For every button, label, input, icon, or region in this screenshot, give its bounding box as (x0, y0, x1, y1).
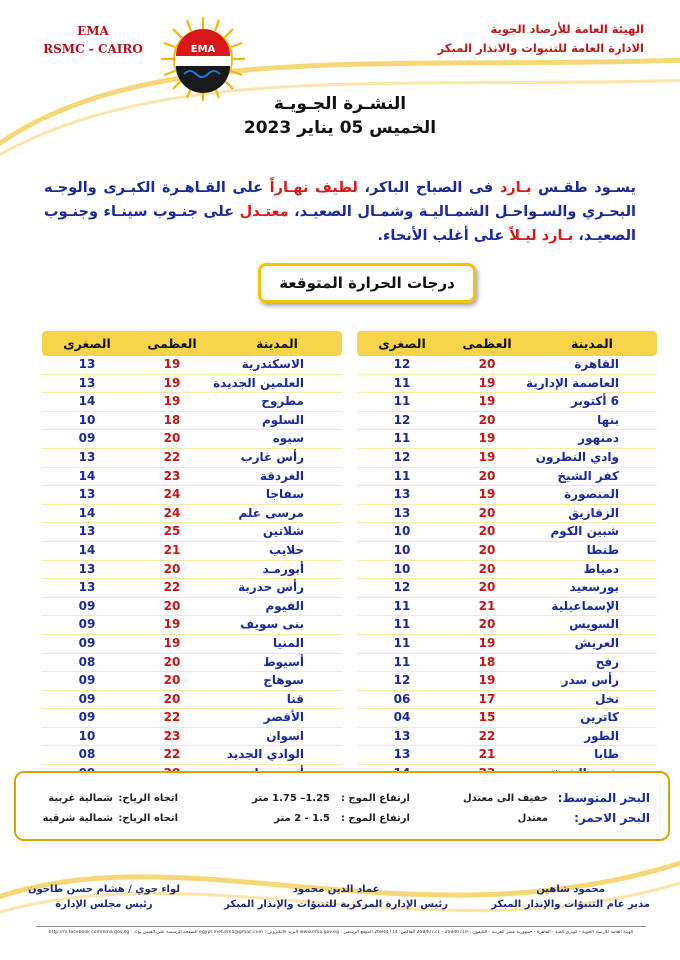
max-temp-cell: 20 (478, 505, 496, 520)
table-row (357, 375, 657, 394)
max-temp-cell: 20 (163, 598, 181, 613)
signature-central-director (224, 882, 448, 912)
table-row (357, 746, 657, 765)
city-cell: رفح (595, 654, 619, 669)
city-cell: الوادي الجديد (226, 747, 304, 762)
bulletin-title: النشـرة الجـويـة (273, 94, 407, 114)
city-cell: الزقازيق (568, 505, 619, 520)
table-row (357, 356, 657, 375)
table-row (357, 486, 657, 505)
min-temp-cell: 13 (393, 505, 411, 520)
max-temp-cell: 24 (163, 487, 181, 502)
max-temp-cell: 22 (163, 580, 181, 595)
city-cell: حلايب (269, 542, 304, 557)
max-temp-cell: 20 (478, 561, 496, 576)
table-row (357, 505, 657, 524)
table-row (357, 393, 657, 412)
city-cell: شلاتين (262, 524, 304, 539)
max-temp-cell: 25 (163, 524, 181, 539)
sea-row-mediterranean (16, 791, 668, 813)
min-temp-cell: 13 (78, 357, 96, 371)
min-temp-cell: 13 (78, 449, 96, 464)
min-temp-cell: 11 (393, 394, 411, 409)
city-cell: المنيا (273, 635, 304, 650)
city-cell: بنها (597, 412, 619, 427)
table-row (357, 523, 657, 542)
city-cell: العريش (574, 635, 619, 650)
city-cell: الأقصر (263, 710, 304, 725)
max-temp-cell: 17 (478, 691, 496, 706)
min-temp-cell: 11 (393, 654, 411, 669)
signature-chairman (28, 882, 180, 912)
max-temp-cell: 19 (478, 449, 496, 464)
city-cell: قنا (286, 691, 304, 706)
min-temp-cell: 13 (393, 487, 411, 502)
city-cell: كاترين (580, 710, 619, 725)
min-temp-cell: 12 (393, 412, 411, 427)
min-temp-cell: 06 (393, 691, 411, 706)
min-temp-cell: 13 (78, 487, 96, 502)
table-row (357, 635, 657, 654)
min-temp-cell: 10 (78, 728, 96, 743)
city-cell: أسيوط (263, 654, 304, 669)
table-row (42, 449, 342, 468)
table-row (42, 598, 342, 617)
min-temp-cell: 13 (78, 580, 96, 595)
max-temp-cell: 18 (478, 654, 496, 669)
max-temp-cell: 21 (163, 542, 181, 557)
table-row (357, 654, 657, 673)
max-temp-cell: 18 (163, 412, 181, 427)
city-cell: السويس (569, 617, 619, 632)
city-cell: الغردقة (259, 468, 304, 483)
city-cell: مرسى علم (238, 505, 304, 520)
red-wind-label: اتجاه الرياح: (118, 813, 178, 824)
forecast-part: فى الصباح الباكر، (357, 180, 500, 196)
min-temp-cell: 09 (78, 617, 96, 632)
max-temp-cell: 20 (478, 412, 496, 427)
header-city: المدينة (256, 336, 298, 351)
city-cell: العلمين الجديدة (213, 375, 304, 390)
city-cell: أبورمـد (262, 561, 304, 576)
table-row (357, 709, 657, 728)
min-temp-cell: 09 (78, 691, 96, 706)
city-cell: اسوان (266, 728, 304, 743)
city-cell: بورسعيد (569, 580, 619, 595)
min-temp-cell: 13 (78, 375, 96, 390)
max-temp-cell: 20 (478, 357, 496, 371)
table-row (357, 598, 657, 617)
red-wind-value: شمالية شرقية (42, 813, 113, 824)
table-row (357, 430, 657, 449)
max-temp-cell: 24 (163, 505, 181, 520)
table-row (42, 635, 342, 654)
table-row (357, 449, 657, 468)
table-body (357, 356, 657, 784)
min-temp-cell: 13 (393, 728, 411, 743)
min-temp-cell: 11 (393, 617, 411, 632)
min-temp-cell: 13 (393, 747, 411, 762)
med-wind-label: اتجاه الرياح: (118, 793, 178, 804)
city-cell: دمنهور (578, 431, 619, 446)
city-cell: كفر الشيخ (557, 468, 619, 483)
min-temp-cell: 14 (78, 542, 96, 557)
max-temp-cell: 19 (478, 431, 496, 446)
table-row (42, 616, 342, 635)
max-temp-cell: 20 (478, 542, 496, 557)
temperature-table-left (42, 331, 342, 784)
city-cell: الاسكندرية (241, 357, 304, 371)
forecast-part: على أغلب الأنحاء. (377, 228, 510, 244)
org-name: الهيئة العامة للأرصاد الجوية (490, 22, 644, 36)
header-city: المدينة (571, 336, 613, 351)
signature-title: رئيس مجلس الإدارة (55, 899, 153, 910)
max-temp-cell: 22 (163, 747, 181, 762)
max-temp-cell: 19 (478, 635, 496, 650)
table-row (42, 691, 342, 710)
forecast-highlight-cold-night: بـارد ليـلاً (509, 228, 574, 244)
min-temp-cell: 04 (393, 710, 411, 725)
min-temp-cell: 12 (393, 580, 411, 595)
red-sea-state: معتدل (517, 813, 548, 824)
signature-title: مدير عام التنبؤات والإنذار المبكر (491, 899, 650, 910)
signature-name: عماد الدين محمود (292, 884, 380, 895)
min-temp-cell: 11 (393, 598, 411, 613)
min-temp-cell: 14 (78, 468, 96, 483)
city-cell: طابا (594, 747, 619, 762)
min-temp-cell: 09 (78, 431, 96, 446)
logo-text: EMA (190, 44, 216, 55)
footer-contact: الهيئة العامة للأرصاد الجوية - كوبري القبة - القاهرة - جمهورية مصر العربية - التليفون : 26846719 - 26840721 الفاكس: 26844714 الموقع الرسمي : www.ema.gov.eg البريد الالكتروني : egypt.met.ema@gmail.com الصفحة الرسمية على الفيس بوك : http://m.facebook.com/ema.gov.eg (48, 930, 634, 935)
ema-logo (158, 14, 248, 104)
min-temp-cell: 09 (78, 710, 96, 725)
med-sea-state: خفيف الى معتدل (462, 793, 548, 804)
med-sea-label: البحر المتوسط: (557, 791, 650, 805)
rsmc-title: RSMC - CAIRO (43, 42, 143, 56)
table-row (42, 654, 342, 673)
max-temp-cell: 20 (163, 561, 181, 576)
table-row (42, 430, 342, 449)
max-temp-cell: 23 (163, 468, 181, 483)
table-row (42, 709, 342, 728)
table-header (42, 331, 342, 356)
sea-conditions-box (14, 771, 670, 841)
city-cell: دمياط (583, 561, 619, 576)
city-cell: سوهاج (263, 673, 304, 688)
max-temp-cell: 23 (163, 728, 181, 743)
city-cell: الإسماعيلية (551, 598, 619, 613)
signature-forecast-director (491, 882, 650, 912)
header-max: العظمى (147, 336, 197, 351)
max-temp-cell: 15 (478, 710, 496, 725)
city-cell: رأس غارب (240, 449, 304, 464)
city-cell: نخل (595, 691, 619, 706)
min-temp-cell: 12 (393, 449, 411, 464)
forecast-highlight-mild: لطيف نهـاراً (269, 180, 358, 196)
table-row (42, 561, 342, 580)
signatures (0, 882, 680, 922)
forecast-text (44, 176, 636, 248)
header-max: العظمى (462, 336, 512, 351)
min-temp-cell: 11 (393, 375, 411, 390)
table-body (42, 356, 342, 784)
table-row (42, 746, 342, 765)
med-wind-value: شمالية غربية (48, 793, 113, 804)
city-cell: الطور (584, 728, 619, 743)
max-temp-cell: 19 (478, 394, 496, 409)
med-wave-label: ارتفاع الموج : (340, 793, 410, 804)
table-row (42, 393, 342, 412)
red-wave-label: ارتفاع الموج : (340, 813, 410, 824)
signature-name: لواء جوي / هشام حسن طاحون (27, 884, 180, 895)
temperatures-title: درجات الحرارة المتوقعة (258, 263, 476, 303)
max-temp-cell: 19 (163, 617, 181, 632)
min-temp-cell: 10 (393, 561, 411, 576)
table-row (357, 561, 657, 580)
forecast-part: على جنـوب سينـاء وجنـوب الصعيـد، (44, 204, 636, 244)
table-header (357, 331, 657, 356)
min-temp-cell: 11 (393, 431, 411, 446)
city-cell: 6 أكتوبر (570, 394, 619, 409)
city-cell: المنصورة (564, 487, 619, 502)
table-row (42, 505, 342, 524)
organization-header (438, 20, 644, 58)
city-cell: سيوه (272, 431, 304, 446)
red-wave-value: 1.5 - 2 متر (274, 813, 330, 824)
max-temp-cell: 20 (478, 580, 496, 595)
table-row (42, 523, 342, 542)
table-row (357, 412, 657, 431)
header-min: الصغرى (378, 336, 426, 351)
min-temp-cell: 13 (78, 561, 96, 576)
max-temp-cell: 20 (478, 524, 496, 539)
city-cell: السلوم (261, 412, 304, 427)
table-row (42, 375, 342, 394)
forecast-part: يسـود طقـس (531, 180, 636, 196)
min-temp-cell: 10 (393, 524, 411, 539)
max-temp-cell: 19 (478, 487, 496, 502)
signature-title: رئيس الإدارة المركزية للتنبؤات والإنذار المبكر (224, 899, 448, 910)
org-department: الادارة العامة للتنبوات والانذار المبكر (437, 41, 644, 55)
table-row (42, 486, 342, 505)
table-row (357, 579, 657, 598)
table-row (42, 468, 342, 487)
city-cell: طنطا (586, 542, 619, 557)
city-cell: العاصمة الإدارية (525, 375, 619, 390)
city-cell: بنى سويف (240, 617, 304, 632)
max-temp-cell: 19 (163, 394, 181, 409)
sea-row-red-sea (16, 811, 668, 833)
med-wave-value: 1.25– 1.75 متر (252, 793, 330, 804)
max-temp-cell: 19 (163, 375, 181, 390)
table-row (42, 412, 342, 431)
min-temp-cell: 12 (393, 673, 411, 688)
min-temp-cell: 09 (78, 635, 96, 650)
max-temp-cell: 20 (163, 673, 181, 688)
min-temp-cell: 09 (78, 673, 96, 688)
min-temp-cell: 14 (78, 394, 96, 409)
table-row (357, 616, 657, 635)
table-row (357, 468, 657, 487)
min-temp-cell: 13 (78, 524, 96, 539)
header-min: الصغرى (63, 336, 111, 351)
temperature-table-right (357, 331, 657, 784)
forecast-highlight-cold: بـارد (499, 180, 532, 196)
max-temp-cell: 20 (478, 617, 496, 632)
table-row (42, 579, 342, 598)
min-temp-cell: 08 (78, 654, 96, 669)
table-row (42, 356, 342, 375)
ema-title: EMA (77, 24, 109, 38)
table-row (357, 672, 657, 691)
max-temp-cell: 21 (478, 598, 496, 613)
bulletin-date: الخميس 05 يناير 2023 (243, 118, 437, 138)
min-temp-cell: 11 (393, 635, 411, 650)
max-temp-cell: 19 (163, 635, 181, 650)
min-temp-cell: 12 (393, 357, 411, 371)
max-temp-cell: 19 (478, 375, 496, 390)
max-temp-cell: 20 (163, 431, 181, 446)
city-cell: مطروح (261, 394, 304, 409)
table-row (42, 672, 342, 691)
ema-header (28, 22, 158, 58)
red-sea-label: البحر الاحمر: (574, 811, 650, 825)
max-temp-cell: 22 (478, 728, 496, 743)
table-row (357, 542, 657, 561)
city-cell: شبين الكوم (550, 524, 619, 539)
table-row (42, 542, 342, 561)
city-cell: سفاجا (265, 487, 304, 502)
min-temp-cell: 10 (393, 542, 411, 557)
city-cell: رأس سدر (561, 673, 619, 688)
max-temp-cell: 19 (163, 357, 181, 371)
max-temp-cell: 20 (163, 654, 181, 669)
min-temp-cell: 10 (78, 412, 96, 427)
city-cell: الفيوم (265, 598, 304, 613)
max-temp-cell: 22 (163, 710, 181, 725)
max-temp-cell: 21 (478, 747, 496, 762)
min-temp-cell: 11 (393, 468, 411, 483)
max-temp-cell: 20 (478, 468, 496, 483)
max-temp-cell: 22 (163, 449, 181, 464)
table-row (357, 691, 657, 710)
forecast-part: على القـاهـرة الكبـرى والوجـه البحـري والسـواحـل الشمـاليـة وشمـال الصعيـد، (44, 180, 636, 220)
min-temp-cell: 08 (78, 747, 96, 762)
max-temp-cell: 20 (163, 691, 181, 706)
city-cell: وادي النطرون (535, 449, 619, 464)
city-cell: رأس حدربة (237, 580, 304, 595)
table-row (357, 728, 657, 747)
footer-divider (36, 926, 646, 927)
signature-name: محمود شاهين (536, 884, 605, 895)
city-cell: القاهرة (574, 357, 619, 371)
forecast-highlight-moderate: معتـدل (239, 204, 289, 220)
min-temp-cell: 09 (78, 598, 96, 613)
max-temp-cell: 19 (478, 673, 496, 688)
table-row (42, 728, 342, 747)
min-temp-cell: 14 (78, 505, 96, 520)
